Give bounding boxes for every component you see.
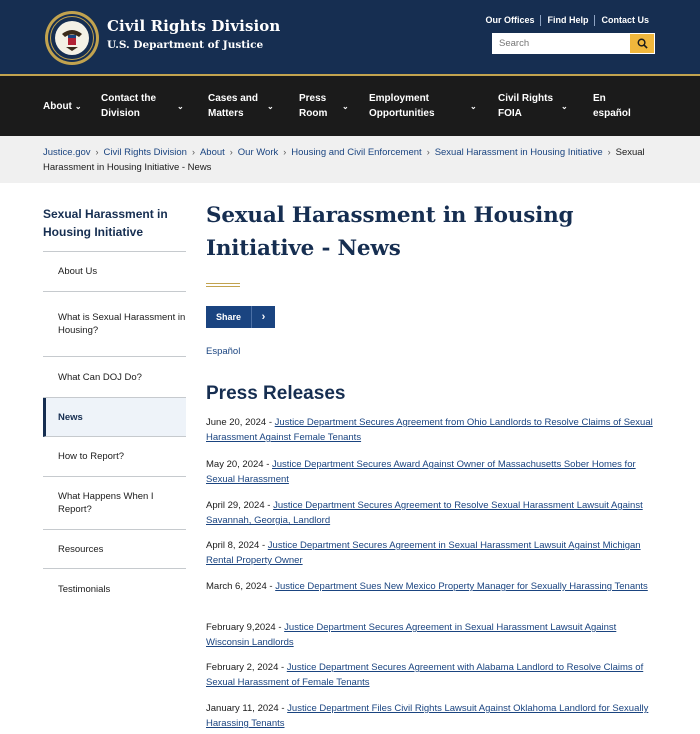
- sidebar-title[interactable]: Sexual Harassment in Housing Initiative: [43, 205, 186, 252]
- main-content: [206, 199, 661, 729]
- breadcrumb-current: Sexual Harassment in Housing Initiative - News: [43, 147, 645, 173]
- list-item: [206, 457, 658, 487]
- sidebar-item-news[interactable]: News: [43, 398, 186, 437]
- release-date: June 20, 2024 -: [206, 417, 273, 428]
- list-item: [206, 579, 658, 594]
- release-date: March 6, 2024 -: [206, 581, 273, 592]
- search-input[interactable]: [493, 34, 631, 53]
- nav-foia-label: Civil Rights FOIA: [498, 93, 554, 119]
- sidebar-item-what-happens[interactable]: What Happens When I Report?: [43, 477, 186, 530]
- nav-contact-division[interactable]: [101, 76, 184, 136]
- release-date: April 8, 2024 -: [206, 540, 266, 551]
- release-link[interactable]: Justice Department Secures Agreement to Resolve Sexual Harassment Lawsuit Against Savannah, Georgia, Landlord: [206, 500, 643, 526]
- list-item: [206, 620, 658, 650]
- chevron-right-icon: ›: [261, 311, 266, 323]
- main-nav: [0, 76, 700, 136]
- release-date: January 11, 2024 -: [206, 703, 285, 714]
- press-releases-heading: Press Releases: [206, 383, 346, 404]
- share-button[interactable]: [206, 306, 275, 328]
- nav-cases-matters[interactable]: [208, 76, 274, 136]
- chevron-right-icon: ›: [229, 147, 233, 157]
- nav-en-espanol[interactable]: [593, 76, 633, 136]
- share-label: Share: [206, 306, 252, 328]
- breadcrumb-link[interactable]: Our Work: [237, 147, 279, 158]
- agency-name[interactable]: Civil Rights Division: [107, 17, 281, 35]
- sidebar-item-resources[interactable]: Resources: [43, 530, 186, 569]
- chevron-down-icon: ⌄: [470, 101, 477, 111]
- nav-cases-label: Cases and Matters: [208, 93, 259, 119]
- release-date: February 2, 2024 -: [206, 662, 285, 673]
- release-date: April 29, 2024 -: [206, 500, 271, 511]
- search-form: [492, 33, 655, 54]
- sidebar-item-what-is[interactable]: What is Sexual Harassment in Housing?: [43, 292, 186, 357]
- release-link[interactable]: Justice Department Sues New Mexico Property Manager for Sexually Harassing Tenants: [275, 581, 648, 592]
- list-item: [206, 498, 658, 528]
- release-link[interactable]: Justice Department Secures Agreement from Ohio Landlords to Resolve Claims of Sexual Harassment Against Female Tenants: [206, 417, 653, 443]
- site-header: [0, 0, 700, 76]
- nav-press-room[interactable]: [299, 76, 349, 136]
- contact-us-link[interactable]: Contact Us: [601, 15, 649, 25]
- list-item: [206, 415, 658, 445]
- breadcrumb: [0, 136, 700, 183]
- nav-press-label: Press Room: [299, 93, 328, 119]
- release-link[interactable]: Justice Department Files Civil Rights Lawsuit Against Oklahoma Landlord for Sexually Harassing Tenants: [206, 703, 649, 729]
- release-link[interactable]: Justice Department Secures Award Against Owner of Massachusetts Sober Homes for Sexual Harassment: [206, 459, 636, 485]
- release-link[interactable]: Justice Department Secures Agreement with Alabama Landlord to Resolve Claims of Sexual Harassment of Female Tenants: [206, 662, 644, 688]
- breadcrumb-link[interactable]: Sexual Harassment in Housing Initiative: [434, 147, 603, 158]
- page-title: Sexual Harassment in Housing Initiative - News: [206, 203, 574, 261]
- doj-seal-icon[interactable]: [44, 10, 100, 66]
- chevron-down-icon: ⌄: [561, 101, 568, 111]
- chevron-right-icon: ›: [607, 147, 611, 157]
- chevron-right-icon: ›: [426, 147, 430, 157]
- nav-civil-rights-foia[interactable]: [498, 76, 568, 136]
- list-item: [206, 660, 658, 690]
- chevron-down-icon: ⌄: [74, 101, 82, 111]
- breadcrumb-link[interactable]: Housing and Civil Enforcement: [291, 147, 422, 158]
- chevron-right-icon: ›: [191, 147, 195, 157]
- nav-about-label: About: [43, 100, 72, 112]
- list-item: [206, 538, 658, 568]
- nav-employment-label: Employment Opportunities: [369, 93, 435, 119]
- release-date: May 20, 2024 -: [206, 459, 270, 470]
- sidebar-nav: [43, 205, 186, 609]
- sidebar-item-doj[interactable]: What Can DOJ Do?: [43, 357, 186, 398]
- nav-employment[interactable]: [369, 76, 477, 136]
- breadcrumb-link[interactable]: Justice.gov: [43, 147, 91, 158]
- title-divider: [206, 283, 240, 287]
- sidebar-item-testimonials[interactable]: Testimonials: [58, 583, 111, 595]
- breadcrumb-link[interactable]: About: [199, 147, 225, 158]
- espanol-link[interactable]: Español: [206, 346, 241, 357]
- search-button[interactable]: [630, 34, 654, 53]
- sidebar-item-about-us[interactable]: About Us: [43, 252, 186, 292]
- chevron-down-icon: ⌄: [342, 101, 349, 111]
- breadcrumb-link[interactable]: Civil Rights Division: [103, 147, 187, 158]
- sidebar-item-how-to-report[interactable]: How to Report?: [43, 437, 186, 477]
- search-icon: [637, 38, 648, 49]
- chevron-right-icon: ›: [283, 147, 287, 157]
- utility-links: [479, 15, 655, 26]
- department-name[interactable]: U.S. Department of Justice: [107, 39, 264, 51]
- find-help-link[interactable]: Find Help: [547, 15, 589, 25]
- nav-about[interactable]: [43, 76, 82, 136]
- nav-contact-label: Contact the Division: [101, 93, 156, 119]
- release-link[interactable]: Justice Department Secures Agreement in Sexual Harassment Lawsuit Against Wisconsin Landlords: [206, 622, 617, 648]
- chevron-down-icon: ⌄: [267, 101, 274, 111]
- our-offices-link[interactable]: Our Offices: [485, 15, 535, 25]
- chevron-right-icon: ›: [95, 147, 99, 157]
- nav-espanol-label: En español: [593, 93, 631, 119]
- chevron-down-icon: ⌄: [177, 101, 184, 111]
- list-item: [206, 701, 658, 731]
- release-date: February 9,2024 -: [206, 622, 282, 633]
- release-link[interactable]: Justice Department Secures Agreement in Sexual Harassment Lawsuit Against Michigan Rental Property Owner: [206, 540, 641, 566]
